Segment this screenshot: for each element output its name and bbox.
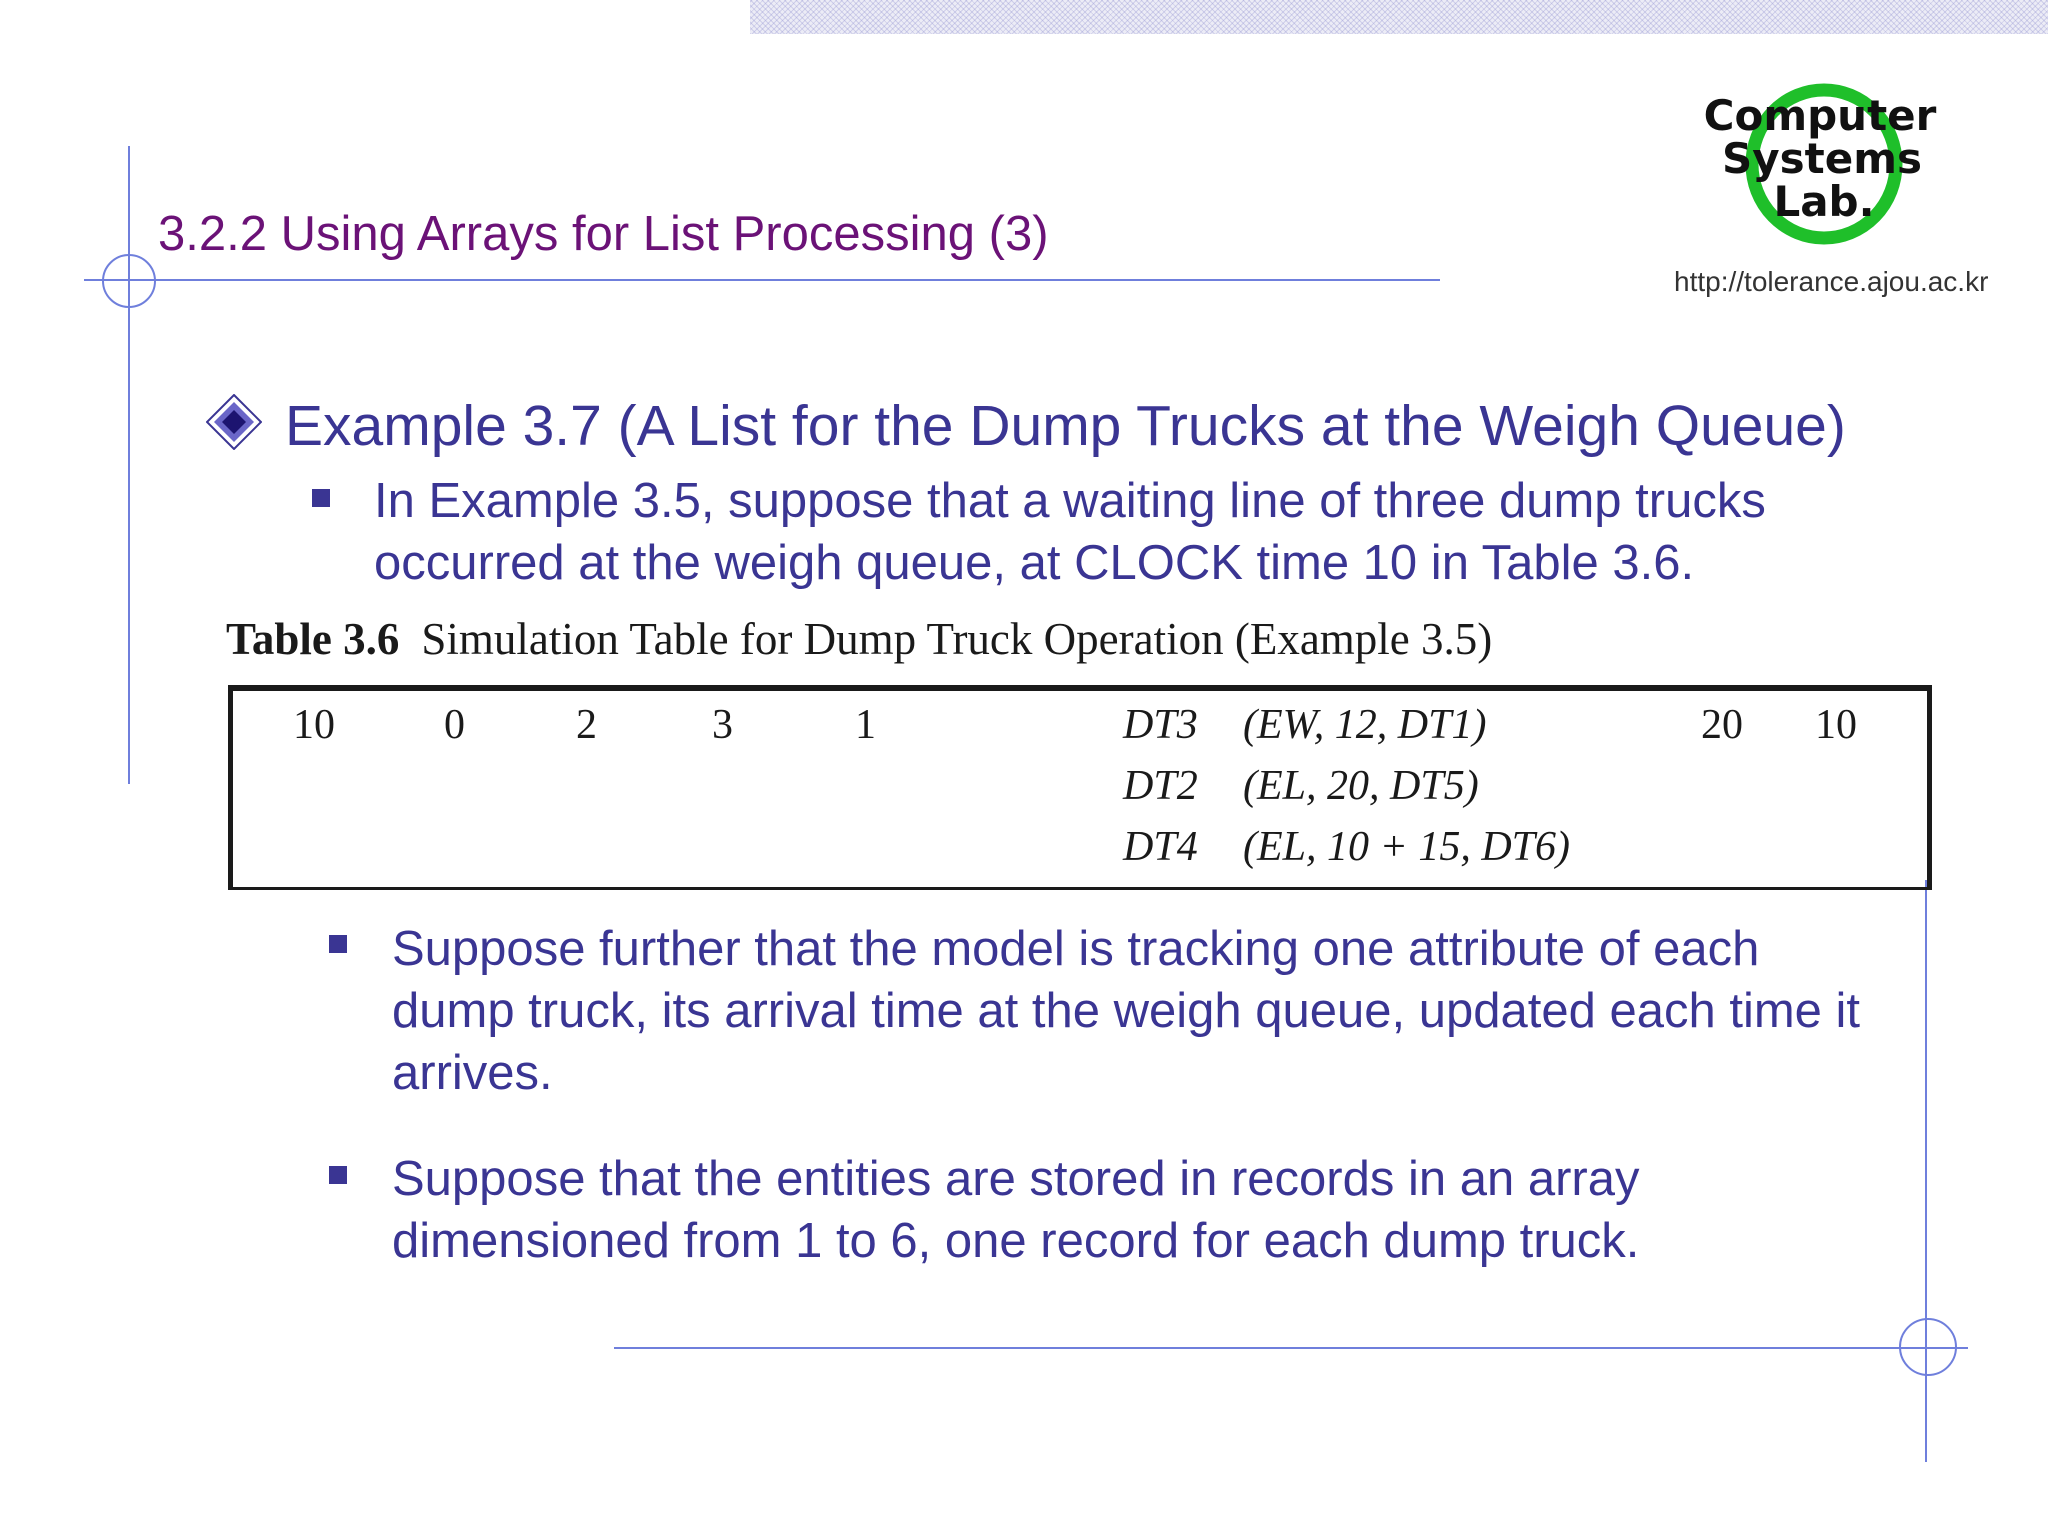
bullet-3-line-2: dimensioned from 1 to 6, one record for each dump truck. [392,1214,1640,1268]
logo-line-2: Systems [1722,134,1922,183]
diamond-bullet-icon [206,394,262,450]
table-caption-text: Simulation Table for Dump Truck Operation (Example 3.5) [421,614,1493,664]
table-caption [226,613,1492,665]
bullet-2-line-1: Suppose further that the model is tracking one attribute of each [392,922,1760,976]
computer-systems-lab-logo [1700,80,1950,250]
table-row-1-cell-8: 20 [1701,702,1743,748]
logo-line-1: Computer [1703,91,1937,140]
bullet-3-text [392,1148,1640,1272]
bullet-1-text [374,470,1766,594]
square-bullet-icon [329,1166,347,1184]
table-row-1-cell-6: DT3 [1123,702,1198,748]
table-row-1-cell-7: (EW, 12, DT1) [1243,702,1487,748]
table-row-1-cell-9: 10 [1815,702,1857,748]
table-row-2-cell-6: DT2 [1123,763,1198,809]
simulation-table [228,685,1932,890]
table-row-1-cell-2: 0 [444,702,465,748]
logo-line-3: Lab. [1773,177,1875,226]
bullet-2-text [392,918,1860,1104]
title-underline [84,279,1440,281]
bullet-3-line-1: Suppose that the entities are stored in records in an array [392,1152,1640,1206]
table-row-1-cell-5: 1 [855,702,876,748]
bullet-2-line-3: arrives. [392,1046,553,1100]
table-row-2-cell-7: (EL, 20, DT5) [1243,763,1479,809]
square-bullet-icon [312,489,330,507]
slide-title: 3.2.2 Using Arrays for List Processing (3) [158,207,1049,261]
table-row-3-cell-7: (EL, 10 + 15, DT6) [1243,824,1571,870]
bullet-1-line-1: In Example 3.5, suppose that a waiting line of three dump trucks [374,474,1766,528]
crosshair-circle-top-left [102,254,156,308]
bottom-horizontal-line [614,1347,1968,1349]
top-pattern-band [750,0,2048,34]
table-row-3-cell-6: DT4 [1123,824,1198,870]
table-caption-label: Table 3.6 [226,614,400,664]
table-row-1-cell-4: 3 [712,702,733,748]
bullet-1-line-2: occurred at the weigh queue, at CLOCK time 10 in Table 3.6. [374,536,1695,590]
lab-url: http://tolerance.ajou.ac.kr [1674,266,1989,297]
table-row-1-cell-3: 2 [576,702,597,748]
example-heading: Example 3.7 (A List for the Dump Trucks at the Weigh Queue) [285,394,1846,458]
crosshair-circle-bottom-right [1899,1318,1957,1376]
bullet-2-line-2: dump truck, its arrival time at the weigh queue, updated each time it [392,984,1861,1038]
square-bullet-icon [329,935,347,953]
table-row-1-cell-1: 10 [293,702,335,748]
left-vertical-line [128,146,130,784]
